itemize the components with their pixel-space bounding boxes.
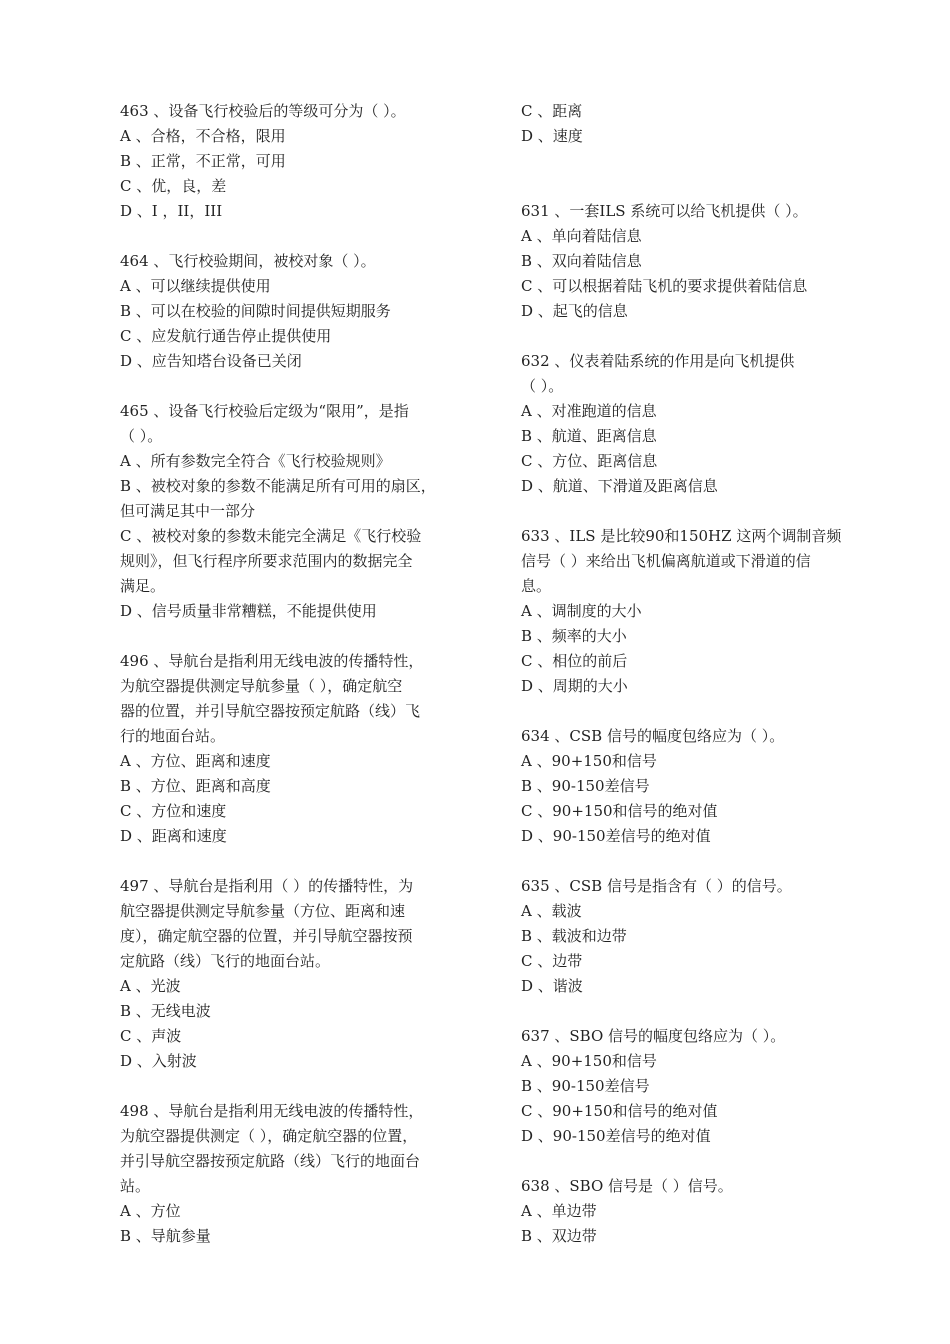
question-stem: 并引导航空器按预定航路（线）飞行的地面台: [120, 1152, 421, 1170]
question-spacer: [521, 324, 871, 349]
question-stem: 度），确定航空器的位置，并引导航空器按预: [120, 927, 413, 945]
question-633: [521, 524, 871, 699]
option-c-continued: 满足。: [120, 577, 166, 595]
question-635: [521, 874, 871, 999]
option-b: B 、载波和边带: [521, 927, 627, 945]
option-d: D 、起飞的信息: [521, 302, 628, 320]
option-b: B 、90-150差信号: [521, 1077, 650, 1095]
question-spacer: [521, 699, 871, 724]
question-stem: 633 、ILS 是比较90和150HZ 这两个调制音频: [521, 527, 842, 545]
question-stem: 498 、导航台是指利用无线电波的传播特性，: [120, 1102, 424, 1120]
question-stem: 息。: [521, 577, 552, 595]
option-b: B 、导航参量: [120, 1227, 211, 1245]
option-d: D 、应告知塔台设备已关闭: [120, 352, 302, 370]
question-stem: 行的地面台站。: [120, 727, 226, 745]
question-stem: 496 、导航台是指利用无线电波的传播特性，: [120, 652, 424, 670]
right-column: [521, 99, 871, 1249]
option-a: A 、所有参数完全符合《飞行校验规则》: [120, 452, 391, 470]
option-b: B 、双向着陆信息: [521, 252, 642, 270]
question-632: [521, 349, 871, 499]
option-d: D 、信号质量非常糟糕，不能提供使用: [120, 602, 377, 620]
question-stem: 464 、飞行校验期间，被校对象（ ）。: [120, 252, 376, 270]
option-c: C 、90+150和信号的绝对值: [521, 1102, 718, 1120]
option-b: B 、方位、距离和高度: [120, 777, 271, 795]
question-463: [120, 99, 470, 224]
option-a: A 、调制度的大小: [521, 602, 642, 620]
option-c: C 、应发航行通告停止提供使用: [120, 327, 332, 345]
question-stem: （ ）。: [120, 427, 163, 445]
question-stem: 465 、设备飞行校验后定级为“限用”，是指: [120, 402, 409, 420]
question-spacer: [521, 174, 871, 199]
option-d: D 、90-150差信号的绝对值: [521, 827, 711, 845]
question-stem: 航空器提供测定导航参量（方位、距离和速: [120, 902, 406, 920]
question-spacer: [521, 149, 871, 174]
question-spacer: [120, 224, 470, 249]
option-d: D 、距离和速度: [120, 827, 227, 845]
option-c: C 、90+150和信号的绝对值: [521, 802, 718, 820]
option-c: C 、可以根据着陆飞机的要求提供着陆信息: [521, 277, 808, 295]
question-stem: 631 、一套ILS 系统可以给飞机提供（ ）。: [521, 202, 808, 220]
option-a: A 、方位: [120, 1202, 181, 1220]
option-a: A 、对准跑道的信息: [521, 402, 657, 420]
option-c: C 、相位的前后: [521, 652, 628, 670]
option-c-continued: 规则》，但飞行程序所要求范围内的数据完全: [120, 552, 413, 570]
option-a: A 、可以继续提供使用: [120, 277, 271, 295]
option-b: B 、可以在校验的间隙时间提供短期服务: [120, 302, 391, 320]
option-c: C 、距离: [521, 102, 583, 120]
question-498: [120, 1099, 470, 1249]
option-b: B 、正常，不正常，可用: [120, 152, 286, 170]
question-stem: 497 、导航台是指利用（ ）的传播特性，为: [120, 877, 414, 895]
option-d: D 、90-150差信号的绝对值: [521, 1127, 711, 1145]
option-c: C 、边带: [521, 952, 583, 970]
question-634: [521, 724, 871, 849]
left-column: [120, 99, 470, 1249]
question-stem: 为航空器提供测定（ ），确定航空器的位置，: [120, 1127, 418, 1145]
question-stem: 638 、SBO 信号是（ ）信号。: [521, 1177, 733, 1195]
option-a: A 、方位、距离和速度: [120, 752, 271, 770]
option-d: D 、航道、下滑道及距离信息: [521, 477, 718, 495]
option-a: A 、单边带: [521, 1202, 597, 1220]
question-stem: 632 、仪表着陆系统的作用是向飞机提供: [521, 352, 795, 370]
question-stem: （ ）。: [521, 377, 564, 395]
question-spacer: [521, 1149, 871, 1174]
question-spacer: [120, 624, 470, 649]
option-c: C 、方位、距离信息: [521, 452, 658, 470]
option-b-continued: 但可满足其中一部分: [120, 502, 256, 520]
question-spacer: [521, 849, 871, 874]
option-d: D 、入射波: [120, 1052, 197, 1070]
option-b: B 、航道、距离信息: [521, 427, 657, 445]
question-638: [521, 1174, 871, 1249]
option-a: A 、载波: [521, 902, 582, 920]
option-b: B 、无线电波: [120, 1002, 211, 1020]
option-c: C 、声波: [120, 1027, 182, 1045]
option-b: B 、90-150差信号: [521, 777, 650, 795]
question-496: [120, 649, 470, 849]
option-d: D 、周期的大小: [521, 677, 628, 695]
question-631: [521, 199, 871, 324]
option-d: D 、谐波: [521, 977, 583, 995]
question-637: [521, 1024, 871, 1149]
option-a: A 、90+150和信号: [521, 1052, 657, 1070]
question-465: [120, 399, 470, 624]
question-spacer: [120, 374, 470, 399]
question-spacer: [120, 1074, 470, 1099]
question-stem: 634 、CSB 信号的幅度包络应为（ ）。: [521, 727, 785, 745]
question-spacer: [120, 849, 470, 874]
question-464: [120, 249, 470, 374]
option-d: D 、速度: [521, 127, 583, 145]
question-497: [120, 874, 470, 1074]
question-498-continued: [521, 99, 871, 149]
question-stem: 635 、CSB 信号是指含有（ ）的信号。: [521, 877, 792, 895]
question-stem: 站。: [120, 1177, 151, 1195]
option-d: D 、I ，II，III: [120, 202, 223, 220]
option-a: A 、单向着陆信息: [521, 227, 642, 245]
question-stem: 信号（ ）来给出飞机偏离航道或下滑道的信: [521, 552, 811, 570]
option-b: B 、双边带: [521, 1227, 597, 1245]
question-stem: 为航空器提供测定导航参量（ ），确定航空: [120, 677, 403, 695]
option-c: C 、被校对象的参数未能完全满足《飞行校验: [120, 527, 422, 545]
question-stem: 定航路（线）飞行的地面台站。: [120, 952, 331, 970]
question-stem: 463 、设备飞行校验后的等级可分为（ ）。: [120, 102, 406, 120]
option-b: B 、被校对象的参数不能满足所有可用的扇区，: [120, 477, 436, 495]
option-c: C 、优，良，差: [120, 177, 227, 195]
question-spacer: [521, 499, 871, 524]
option-c: C 、方位和速度: [120, 802, 227, 820]
option-a: A 、光波: [120, 977, 181, 995]
option-a: A 、90+150和信号: [521, 752, 657, 770]
option-a: A 、合格，不合格，限用: [120, 127, 286, 145]
option-b: B 、频率的大小: [521, 627, 627, 645]
question-stem: 器的位置，并引导航空器按预定航路（线）飞: [120, 702, 421, 720]
question-stem: 637 、SBO 信号的幅度包络应为（ ）。: [521, 1027, 786, 1045]
question-spacer: [521, 999, 871, 1024]
